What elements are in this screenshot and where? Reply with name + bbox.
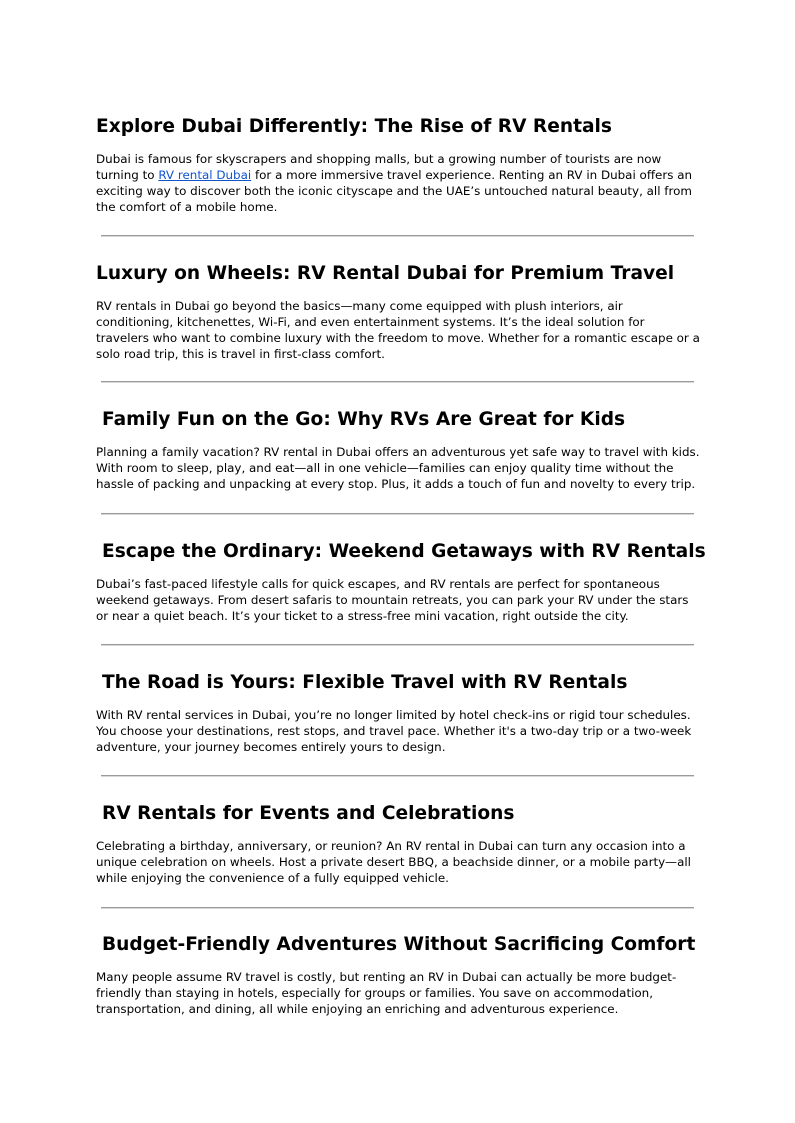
section-divider [101,775,694,777]
section-heading: Explore Dubai Differently: The Rise of RV Rentals [96,116,612,137]
paragraph-text: for a more immersive travel experience. Renting an RV in Dubai offers an exciting way to discover both the iconic cityscape and the UAE’s untouched natural beauty, all from the comfort of a mobile home. [96,168,693,214]
section-paragraph: Celebrating a birthday, anniversary, or reunion? An RV rental in Dubai can turn any occasion into a unique celebration on wheels. Host a private desert BBQ, a beachside dinner, or a mobile party—all while enjoying the convenience of a fully equipped vehicle. [96,839,691,885]
section-paragraph: Planning a family vacation? RV rental in Dubai offers an adventurous yet safe way to travel with kids. With room to sleep, play, and eat—all in one vehicle—families can enjoy quality time without the hassle of packing and unpacking at every stop. Plus, it adds a touch of fun and novelty to every trip. [96,445,700,491]
section-divider [101,644,694,646]
section-heading: Budget-Friendly Adventures Without Sacrificing Comfort [102,934,696,955]
section-paragraph: Dubai’s fast-paced lifestyle calls for quick escapes, and RV rentals are perfect for spontaneous weekend getaways. From desert safaris to mountain retreats, you can park your RV under the stars or near a quiet beach. It’s your ticket to a stress-free mini vacation, right outside the city. [96,577,689,623]
rv-rental-dubai-link[interactable]: RV rental Dubai [158,168,252,182]
section-divider [101,381,694,383]
section-paragraph [96,151,700,215]
section-divider [101,907,694,909]
section-heading: The Road is Yours: Flexible Travel with RV Rentals [102,672,628,693]
section-heading: Luxury on Wheels: RV Rental Dubai for Premium Travel [96,263,675,284]
section-budget-friendly [96,934,700,1017]
section-family-fun [96,409,700,492]
section-escape-ordinary [96,541,706,624]
section-paragraph: RV rentals in Dubai go beyond the basics—many come equipped with plush interiors, air conditioning, kitchenettes, Wi-Fi, and even entertainment systems. It’s the ideal solution for travelers who want to combine luxury with the freedom to move. Whether for a romantic escape or a solo road trip, this is travel in first-class comfort. [96,299,700,361]
section-heading: Family Fun on the Go: Why RVs Are Great for Kids [102,409,626,430]
section-paragraph: Many people assume RV travel is costly, but renting an RV in Dubai can actually be more budget-friendly than staying in hotels, especially for groups or families. You save on accommodation, transportation, and dining, all while enjoying an enriching and adventurous experience. [96,970,677,1016]
section-heading: RV Rentals for Events and Celebrations [102,803,515,824]
section-luxury-on-wheels [96,263,700,362]
paragraph-text: Dubai is famous for skyscrapers and shopping malls, but a growing number of tourists are now turning to [96,152,662,182]
section-heading: Escape the Ordinary: Weekend Getaways with RV Rentals [102,541,706,562]
section-explore-dubai [96,116,700,215]
section-events-celebrations [96,803,700,886]
section-divider [101,513,694,515]
section-road-is-yours [96,672,700,755]
section-divider [101,235,694,237]
section-paragraph: With RV rental services in Dubai, you’re no longer limited by hotel check-ins or rigid tour schedules. You choose your destinations, rest stops, and travel pace. Whether it's a two-day trip or a two-week adventure, your journey becomes entirely yours to design. [96,708,692,754]
